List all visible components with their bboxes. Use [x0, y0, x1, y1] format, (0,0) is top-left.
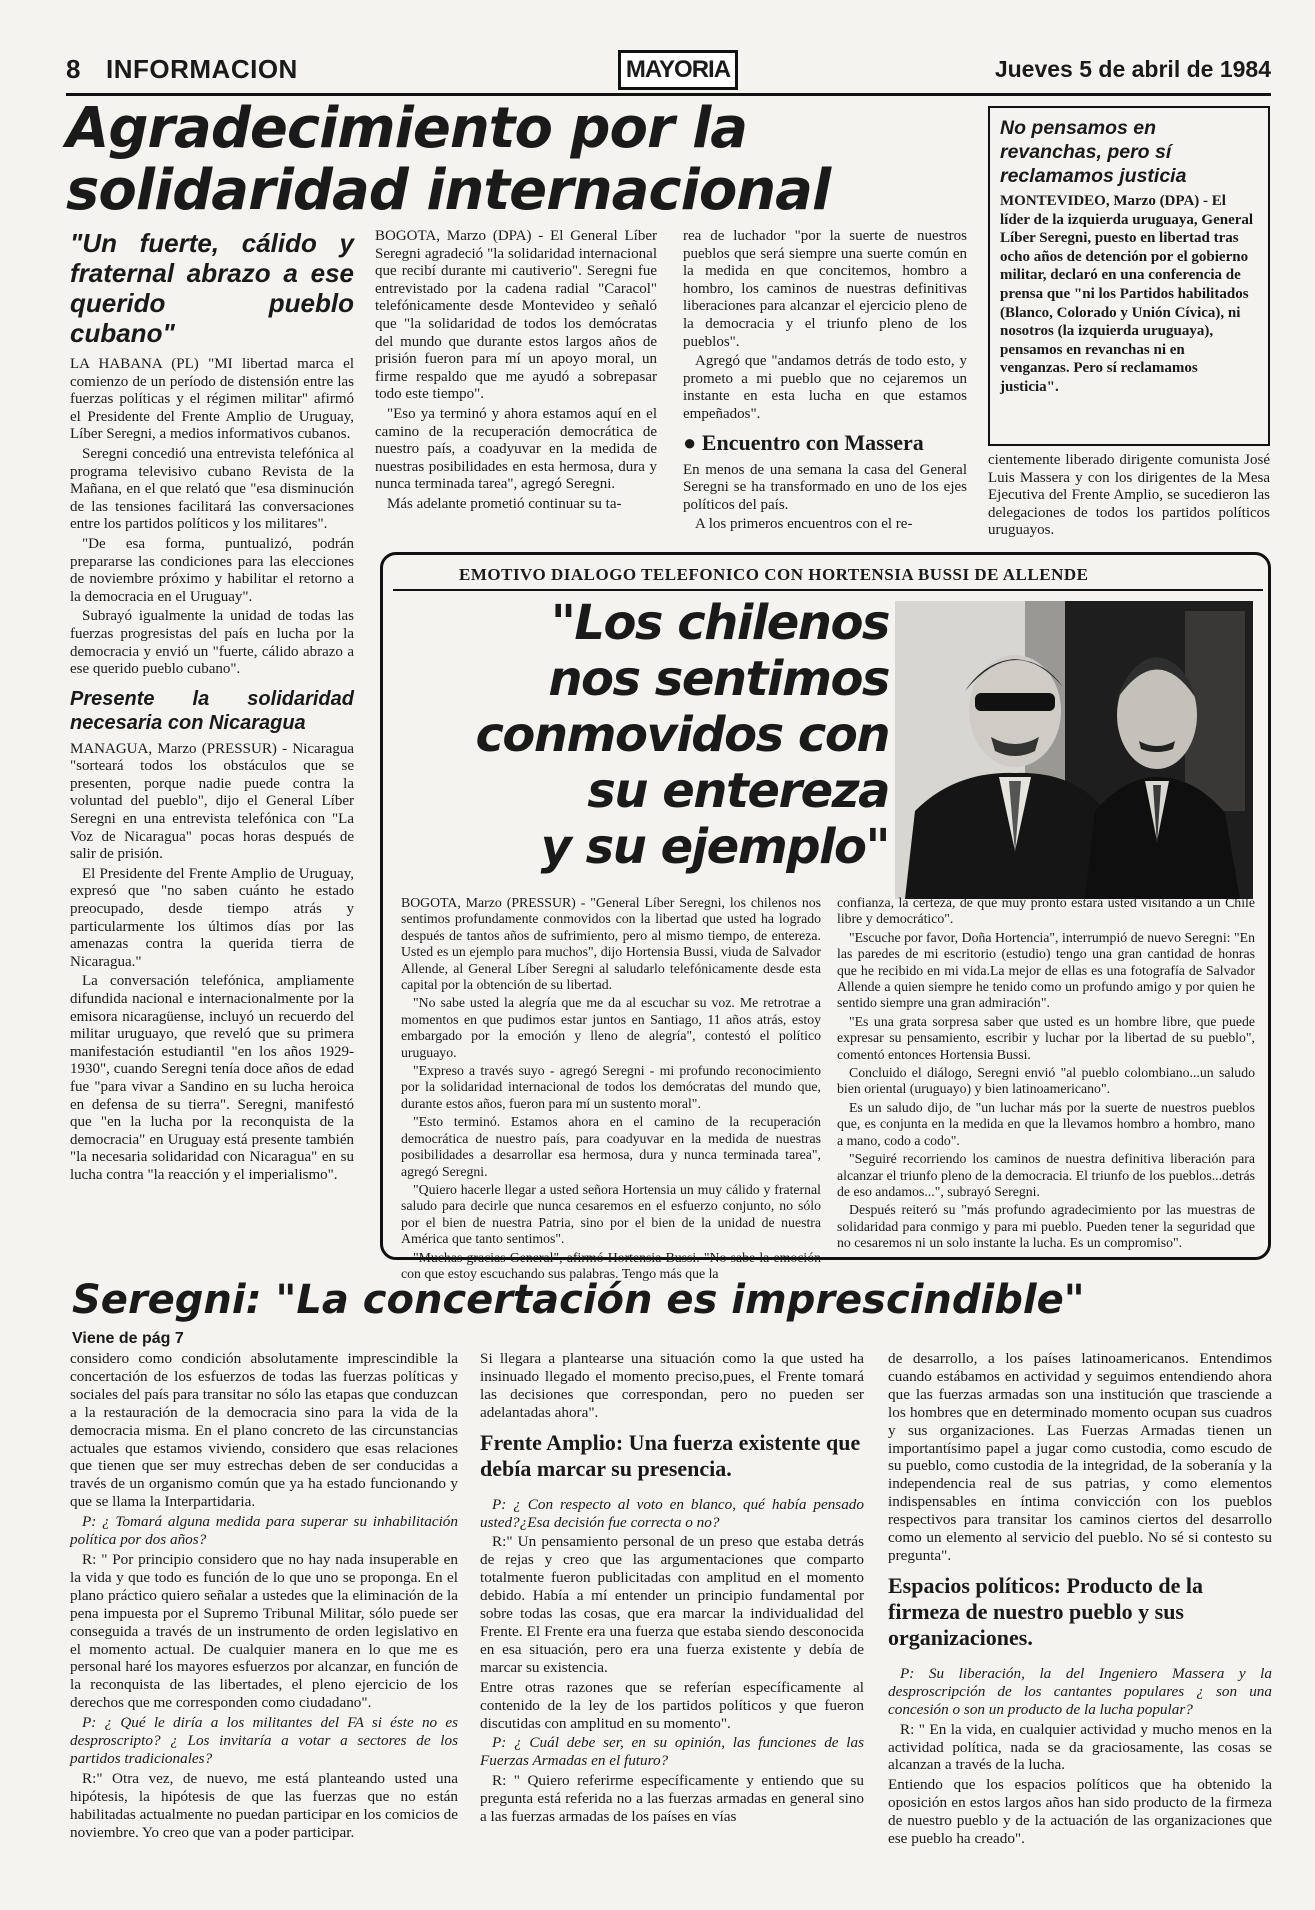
paragraph: R:" Un pensamiento personal de un preso que estaba detrás de rejas y creo que las argumentaciones que comparto totalmente fueron publicitadas con amplitud en el momento debido. Había a mí entender un principio fundamental por sobre todas las cosas, que era marcar la individualidad del Frente. El Frente era una fuerza que estaba siendo desconocida en esa situación, pero era una fuerza existente y debía de marcar su existencia.: [480, 1533, 864, 1676]
allende-left-column: [401, 895, 821, 1284]
masthead: [66, 50, 1271, 90]
allende-right-paragraphs: [837, 895, 1255, 1252]
paragraph: "Seguiré recorriendo los caminos de nuestra definitiva liberación para alcanzar el triunfo pleno de la democracia. El triunfo de los pueblos...detrás de eso andamos...", subrayó Seregni.: [837, 1151, 1255, 1199]
quote-line: nos sentimos: [548, 651, 889, 707]
allende-quote: [389, 595, 889, 875]
paragraph: Si llegara a plantearse una situación como la que usted ha insinuado llegado el momento preciso,pues, el Frente tomará las decisiones que correspondan, pero no pueden ser adelantadas ahora".: [480, 1350, 864, 1421]
paragraph: La conversación telefónica, ampliamente difundida nacional e internacionalmente por la emisora nicaragüense, incluyó un recuerdo del militar uruguayo, que reveló que su primera manifestación estudiantil "en los años 1929-1930", cuando Seregni tenía doce años de edad fue "para vivar a Sandino en su lucha heroica en defensa de su tierra". Seregni, manifestó que "en la lucha por la reconquista de la democracia" en Uruguay está presente también "la necesaria solidaridad con Nicaragua" en su lucha contra "la reacción y el imperialismo".: [70, 973, 354, 1183]
paragraph: Más adelante prometió continuar su ta-: [387, 495, 622, 512]
paragraph: A los primeros encuentros con el re-: [695, 516, 913, 533]
massera-subhead: ● Encuentro con Massera: [683, 429, 924, 455]
article2-column3: [888, 1350, 1272, 1850]
interview-question: P: ¿ Qué le diría a los militantes del FA si éste no es desproscripto? ¿ Los invitaría a votar a sectores de los partidos tradicionales?: [70, 1714, 458, 1767]
main-headline: [66, 98, 986, 222]
sidebar-body: MONTEVIDEO, Marzo (DPA) - El líder de la izquierda uruguaya, General Líber Seregni, puesto en libertad tras ocho años de detención por el gobierno militar, declaró en una conferencia de prensa que "ni los Partidos habilitados (Blanco, Colorado y Unión Cívica), ni nosotros (la izquierda uruguaya), pensamos en revanchas ni en venganzas. Pero sí reclamamos justicia".: [1000, 193, 1254, 395]
paragraph: rea de luchador "por la suerte de nuestros pueblos que será siempre una suerte común en la medida en que concitemos, hombro a hombro, los caminos de nuestras definitivas liberaciones para alcanzar el ejercicio pleno de la democracia y el triunfo pleno de los pueblos".: [683, 228, 967, 350]
article2-column1: [70, 1350, 458, 1843]
paragraph: R: " Por principio considero que no hay nada insuperable en la vida y que todo es función de lo que uno se proponga. En el plano práctico quiero señalar a ustedes que la eliminación de la pena impuesta por el Supremo Tribunal Militar, sólo puede ser conseguida a través de un instrumento de orden legislativo en el momento actual. De cualquier manera en lo que me es personal haré los mayores esfuerzos por alcanzar, en función de la reconquista de las libertades, el pleno ejercicio de los derechos que me corresponden como ciudadano".: [70, 1550, 458, 1712]
kicker-rule: [393, 589, 1263, 591]
massera-paragraphs: [683, 462, 967, 534]
article1-column2: [375, 228, 657, 516]
main-headline-line1: Agradecimiento por la: [66, 96, 748, 161]
paragraph: Después reiteró su "más profundo agradecimiento por las muestras de solidaridad para conmigo y para mi pueblo. Pueden tener la seguridad que no cesaremos ni un solo instante la lucha. Es un compromiso".: [837, 1202, 1255, 1251]
quote-line: su entereza: [587, 763, 889, 819]
allende-seregni-photo: [895, 601, 1253, 899]
newspaper-logo: MAYORIA: [618, 50, 738, 90]
paragraph: de desarrollo, a los países latinoamericanos. Entendimos cuando estábamos en actividad y seguimos entendiendo ahora que las fuerzas armadas son una institución que trasciende a los hombres que en determinado momento ocupan sus cuadros y sus organizaciones. Las Fuerzas Armadas tienen un importantísimo papel a jugar como custodia, como escudo de su pueblo, como custodia de la integridad, de la soberanía y la independencia real de sus patrias, y como elementos indispensables en íntima convicción con los pueblos respectivos para transitar los caminos ciertos del desarrollo como un elemento al servicio del pueblo. No sé si contesto su pregunta".: [888, 1350, 1272, 1564]
paragraph: "Eso ya terminó y ahora estamos aquí en el camino de la recuperación democrática de nuestro país, a coadyuvar en la medida de nuestras posibilidades en esta hermosa, dura y nunca terminada tarea", agregó Seregni.: [375, 405, 657, 493]
paragraph: confianza, la certeza, de que muy pronto estará usted visitando a un Chile libre y democrático".: [837, 895, 1255, 927]
quote-line: y su ejemplo": [540, 819, 889, 875]
allende-kicker: EMOTIVO DIALOGO TELEFONICO CON HORTENSIA BUSSI DE ALLENDE: [459, 565, 1089, 584]
paragraph: R:" Otra vez, de nuevo, me está planteando usted una hipótesis, la hipótesis de que las fuerzas que no están habilitadas actualmente no puedan participar en los comicios de noviembre. Yo creo que van a poder participar.: [70, 1769, 458, 1841]
main-headline-line2: solidaridad internacional: [66, 158, 831, 223]
concertacion-headline: Seregni: "La concertación es imprescindible": [72, 1277, 1085, 1323]
paragraph: "Expreso a través suyo - agregó Seregni - mi profundo reconocimiento por la solidaridad internacional de todos los demócratas del mundo que, durante estos años, fueron para mí un sustento moral".: [401, 1063, 821, 1111]
allende-right-column: [837, 895, 1255, 1254]
article2-column2: [480, 1350, 864, 1828]
allende-left-paragraphs: [401, 895, 821, 1282]
paragraph: "No sabe usted la alegría que me da al escuchar su voz. Me retrotrae a momentos en que pudimos estar juntos en Santiago, 11 años atrás, estoy embargado por la emoción y lleno de alegría", contestó el político uruguayo.: [401, 995, 821, 1060]
paragraph: Es un saludo dijo, de "un luchar más por la suerte de nuestros pueblos que, es conjunta en la medida en que la llevamos hombro a hombro, mano a mano, codo a codo".: [837, 1099, 1255, 1148]
paragraph: Entiendo que los espacios políticos que ha obtenido la oposición en estos largos años han sido producto de la firmeza de nuestro pueblo y de la actuación de las organizaciones que ese pueblo ha creado".: [888, 1776, 1272, 1848]
issue-date: Jueves 5 de abril de 1984: [994, 56, 1271, 82]
cuba-paragraphs: [70, 356, 354, 679]
paragraph: "Es una grata sorpresa saber que usted es un hombre libre, que puede expresar su pensamiento, escribir y luchar por la libertad de su pueblo", comentó entonces Hortensia Bussi.: [837, 1013, 1255, 1062]
paragraph: "Quiero hacerle llegar a usted señora Hortensia un muy cálido y fraternal saludo para decirle que nunca cesaremos en el esfuerzo conjunto, no sólo por el bien de nuestra Patria, sino por el bien de la unidad de nuestra América que tanto sentimos".: [401, 1181, 821, 1247]
interview-question: P: ¿ Con respecto al voto en blanco, qué había pensado usted?¿Esa decisión fue correcta o no?: [480, 1495, 864, 1531]
paragraph: R: " Quiero referirme específicamente y entiendo que su pregunta está referida no a las fuerzas armadas en general sino a las fuerzas armadas de los países en vías: [480, 1772, 864, 1826]
nicaragua-subhead: Presente la solidaridad necesaria con Nicaragua: [70, 687, 354, 734]
paragraph: Entre otras razones que se referían específicamente al contenido de la ley de los partidos políticos y que fueron discutidas con amplitud en su momento".: [480, 1678, 864, 1732]
quote-line: "Los chilenos: [550, 595, 889, 651]
allende-box: [380, 552, 1271, 1281]
sidebar-box: [988, 106, 1270, 446]
frente-subhead: Frente Amplio: Una fuerza existente que debía marcar su presencia.: [480, 1429, 861, 1481]
quote-line: conmovidos con: [475, 707, 889, 763]
article2-col3-paragraphs: [888, 1665, 1272, 1848]
paragraph: considero como condición absolutamente imprescindible la concertación de los esfuerzos de todas las fuerzas políticas y sociales del país para transitar no sólo las etapas que conduzcan a la restauración de la democracia sino para la vida de la democracia misma. En el plano concreto de las circunstancias actuales que estamos viviendo, considero que esas relaciones que tienen que ser muy estrechas deben de ser conducidas a través de un organismo común que ya ha estado funcionando y que se llama la Interpartidaria.: [70, 1350, 458, 1511]
paragraph: "De esa forma, puntualizó, podrán prepararse las condiciones para las elecciones de noviembre próximo y habilitar el retorno a la democracia en el Uruguay".: [70, 535, 354, 605]
espacios-subhead: Espacios políticos: Producto de la firmeza de nuestro pueblo y sus organizaciones.: [888, 1572, 1203, 1650]
sidebar-continuation-text: cientemente liberado dirigente comunista José Luis Massera y con los dirigentes de la Mesa Ejecutiva del Frente Amplio, se sucedieron las delegaciones de todos los partidos políticos uruguayos.: [988, 452, 1270, 539]
interview-question: P: ¿ Tomará alguna medida para superar su inhabilitación política por dos años?: [70, 1513, 458, 1549]
article1-column1: [70, 228, 354, 1187]
article2-col2-top: [480, 1350, 864, 1422]
paragraph: Concluido el diálogo, Seregni envió "al pueblo colombiano...un saludo bien oriental (uruguayo) y bien latinoamericano".: [837, 1065, 1255, 1097]
paragraph: BOGOTA, Marzo (DPA) - El General Líber Seregni agradeció "la solidaridad internacional que recibí durante mi cautiverio". Seregni fue entrevistado por la cadena radial "Caracol" telefónicamente desde Montevideo y señaló que "la solidaridad de todos los demócratas del mundo que durante estos largos años de prisión fueron para mí un apoyo moral, un firme respaldo que me ayudó a sobrepasar todo este tiempo".: [375, 228, 657, 403]
page-number: 8: [66, 54, 81, 84]
paragraph: "Muchas gracias General", afirmó Hortensia Bussi. "No sabe la emoción con que estoy escuchando sus palabras. Tengo más que la: [401, 1249, 821, 1281]
continued-from: Viene de pág 7: [72, 1330, 184, 1347]
article2-col1-paragraphs: [70, 1350, 458, 1841]
paragraph: Subrayó igualmente la unidad de todas las fuerzas progresistas del país en lucha por la democracia y envió un "fuerte, cálido abrazo a ese querido pueblo cubano".: [70, 608, 354, 678]
paragraph: LA HABANA (PL) "MI libertad marca el comienzo de un período de distensión entre las fuerzas políticas y el régimen militar" afirmó el Presidente del Frente Amplio de Uruguay, Líber Seregni, a medios informativos cubanos.: [70, 356, 354, 443]
paragraph: MANAGUA, Marzo (PRESSUR) - Nicaragua "sorteará todos los obstáculos que se presenten, porque nadie puede contra la voluntad del pueblo", dijo el General Líber Seregni en una entrevista telefónica con "La Voz de Nicaragua" pocas horas después de salir de prisión.: [70, 740, 354, 863]
paragraph: R: " En la vida, en cualquier actividad y mucho menos en la actividad política, nada se da graciosamente, las cosas se alcanzan a través de la lucha.: [888, 1720, 1272, 1774]
article2-col2-paragraphs: [480, 1496, 864, 1826]
paragraph: Seregni concedió una entrevista telefónica al programa televisivo cubano Revista de la Mañana, en el que relató que "esa disminución de las tensiones facilitará las conversaciones entre los partidos políticos y los militares".: [70, 445, 354, 533]
cuba-subhead: "Un fuerte, cálido y fraternal abrazo a ese querido pueblo cubano": [70, 228, 354, 348]
sidebar-continuation: [988, 452, 1270, 542]
col3-paragraphs: [683, 228, 967, 424]
sidebar-headline: No pensamos en revanchas, pero sí reclamamos justicia: [1000, 117, 1187, 187]
article1-column3: [683, 228, 967, 536]
paragraph: En menos de una semana la casa del General Seregni se ha transformado en uno de los ejes políticos del país.: [683, 461, 967, 513]
paragraph: "Esto terminó. Estamos ahora en el camino de la recuperación democrática de nuestro país, para coadyuvar en la medida de nuestras posibilidades a desarrollar esa hermosa, dura y nunca terminada tarea", agregó Seregni.: [401, 1114, 821, 1179]
paragraph: El Presidente del Frente Amplio de Uruguay, expresó que "no saben cuánto he estado preocupado, desde tiempo atrás y particularmente los últimos días por las amenazas contra la querida tierra de Nicaragua.": [70, 865, 354, 970]
interview-question: P: ¿ Cuál debe ser, en su opinión, las funciones de las Fuerzas Armadas en el futuro?: [480, 1734, 864, 1770]
section-title: INFORMACION: [106, 54, 298, 84]
paragraph: BOGOTA, Marzo (PRESSUR) - "General Líber Seregni, los chilenos nos sentimos profundamente conmovidos con la libertad que usted ha logrado después de tantos años de sufrimiento, pero al mismo tiempo, de entereza. Usted es un ejemplo para muchos", dijo Hortensia Bussi, viuda de Salvador Allende, al General Líber Seregni al saludarlo telefónicamente desde esta capital por la obtención de su libertad.: [401, 895, 821, 993]
bogota-paragraphs: [375, 228, 657, 514]
paragraph: "Escuche por favor, Doña Hortencia", interrumpió de nuevo Seregni: "En las paredes de mi escritorio (estudio) tengo una gran cantidad de honras que he recibido en mi vida.La mejor de ellas es una fotografía de Salvador Allende a quien siempre he tenido como un profundo amigo y por quien he sentido siempre una gran admiración".: [837, 929, 1255, 1011]
article2-col3-top: [888, 1350, 1272, 1565]
interview-question: P: Su liberación, la del Ingeniero Massera y la desproscripción de los cantantes populares ¿ son una concesión o son un producto de la lucha popular?: [888, 1664, 1272, 1718]
photo-image: [895, 601, 1253, 899]
nicaragua-paragraphs: [70, 741, 354, 1185]
paragraph: Agregó que "andamos detrás de todo esto, y prometo a mi pueblo que no cejaremos un instante en esta lucha en que estamos empeñados".: [683, 353, 967, 422]
